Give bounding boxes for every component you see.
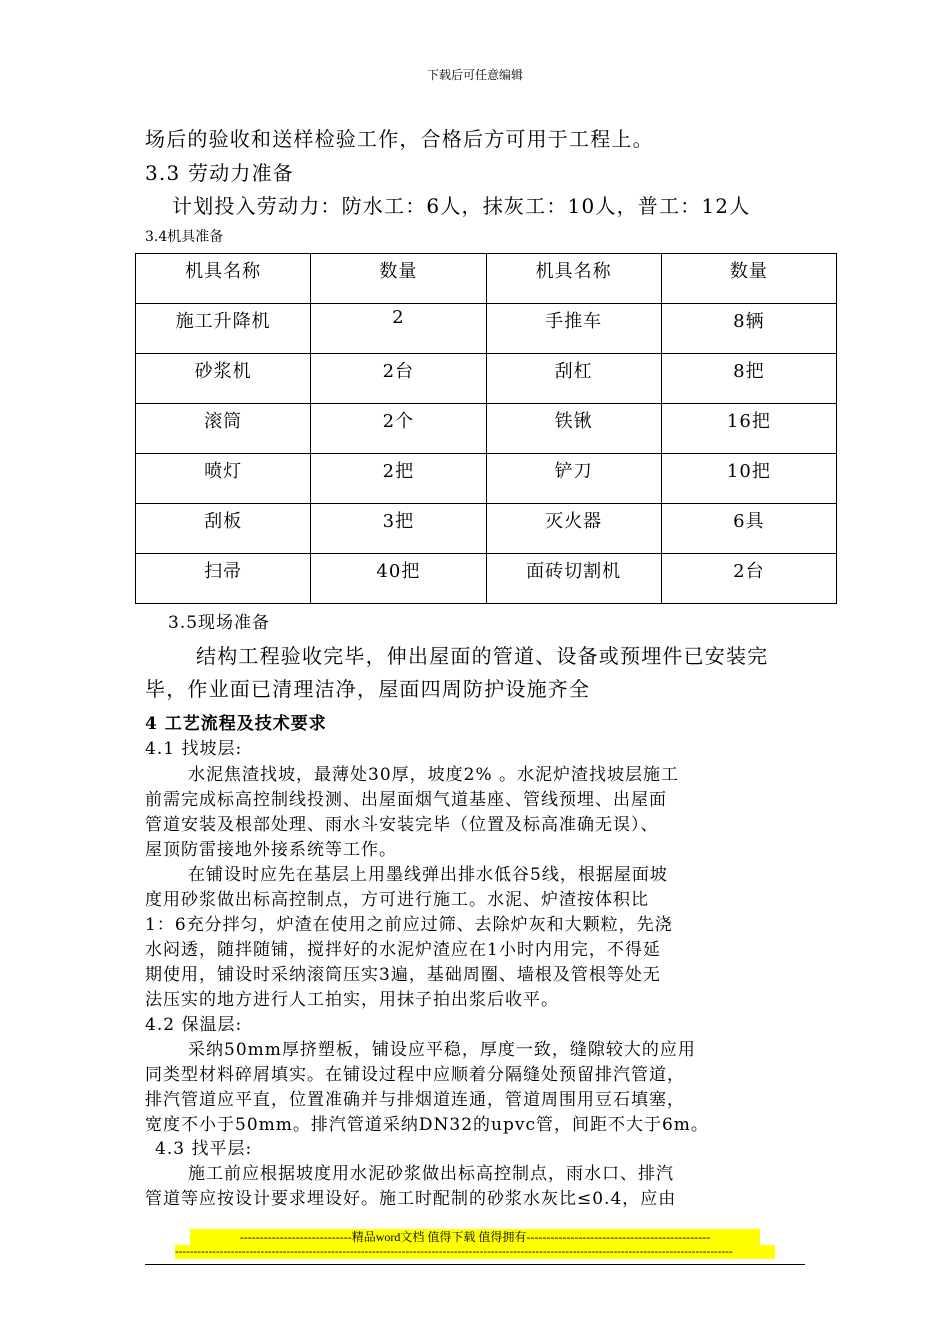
table-cell: 滚筒	[136, 404, 311, 454]
table-cell: 手推车	[486, 304, 661, 354]
table-cell: 2把	[311, 454, 486, 504]
table-cell: 8把	[661, 354, 836, 404]
table-cell: 砂浆机	[136, 354, 311, 404]
subsection-heading: 4.1 找坡层:	[145, 739, 243, 759]
table-cell: 扫帚	[136, 554, 311, 604]
text-line: 同类型材料碎屑填实。在铺设过程中应顺着分隔缝处预留排汽管道，	[145, 1065, 685, 1085]
table-cell: 10把	[661, 454, 836, 504]
section-heading: 3.5现场准备	[168, 613, 271, 633]
table-header-cell: 机具名称	[486, 254, 661, 304]
text-line: 管道安装及根部处理、雨水斗安装完毕（位置及标高准确无误）、	[145, 815, 659, 835]
table-row	[136, 554, 837, 604]
text-line: 采纳50mm厚挤塑板，铺设应平稳，厚度一致，缝隙较大的应用	[188, 1040, 696, 1060]
table-row	[136, 454, 837, 504]
footer-dash-line: ------------------------------------------------------------------------------------------------------------------------------------------------------	[175, 1245, 775, 1259]
table-cell: 面砖切割机	[486, 554, 661, 604]
table-header-row	[136, 254, 837, 304]
table-cell: 刮板	[136, 504, 311, 554]
table-cell: 40把	[311, 554, 486, 604]
text-line: 管道等应按设计要求埋设好。施工时配制的砂浆水灰比≤0.4，应由	[145, 1189, 677, 1209]
text-line: 屋顶防雷接地外接系统等工作。	[145, 840, 397, 860]
section-heading: 3.4机具准备	[145, 229, 224, 245]
table-row	[136, 354, 837, 404]
text-line: 度用砂浆做出标高控制点，方可进行施工。水泥、炉渣按体积比	[145, 890, 649, 910]
text-line: 水泥焦渣找坡，最薄处30厚，坡度2% 。水泥炉渣找坡层施工	[188, 765, 680, 785]
text-line: 1：6充分拌匀，炉渣在使用之前应过筛、去除炉灰和大颗粒，先浇	[145, 915, 673, 935]
subsection-heading: 4.2 保温层:	[145, 1015, 243, 1035]
equipment-table	[135, 253, 837, 604]
table-header-cell: 机具名称	[136, 254, 311, 304]
table-row	[136, 504, 837, 554]
text-line: 计划投入劳动力：防水工：6人，抹灰工：10人，普工：12人	[172, 194, 751, 218]
table-cell: 施工升降机	[136, 304, 311, 354]
text-line: 法压实的地方进行人工拍实，用抹子拍出浆后收平。	[145, 990, 559, 1010]
text-line: 期使用，铺设时采纳滚筒压实3遍，基础周圈、墙根及管根等处无	[145, 965, 661, 985]
text-line: 排汽管道应平直，位置准确并与排烟道连通，管道周围用豆石填塞，	[145, 1090, 685, 1110]
table-cell: 2	[311, 304, 486, 354]
table-cell: 2个	[311, 404, 486, 454]
table-cell: 2台	[311, 354, 486, 404]
text-line: 场后的验收和送样检验工作，合格后方可用于工程上。	[145, 127, 654, 151]
text-line: 宽度不小于50mm。排汽管道采纳DN32的upvc管，间距不大于6m。	[145, 1115, 709, 1135]
table-cell: 刮杠	[486, 354, 661, 404]
table-cell: 铲刀	[486, 454, 661, 504]
footer-banner: ----------------------------精品word文档 值得下载 值得拥有----------------------------------------------	[190, 1229, 760, 1245]
section-heading: 3.3 劳动力准备	[145, 161, 294, 185]
text-line: 结构工程验收完毕，伸出屋面的管道、设备或预埋件已安装完	[196, 644, 769, 668]
table-cell: 6具	[661, 504, 836, 554]
table-cell: 16把	[661, 404, 836, 454]
section-heading: 4 工艺流程及技术要求	[145, 714, 327, 734]
text-line: 在铺设时应先在基层上用墨线弹出排水低谷5线，根据屋面坡	[188, 865, 668, 885]
subsection-heading: 4.3 找平层:	[155, 1139, 253, 1159]
table-cell: 3把	[311, 504, 486, 554]
table-header-cell: 数量	[661, 254, 836, 304]
text-line: 水闷透，随拌随铺，搅拌好的水泥炉渣应在1小时内用完，不得延	[145, 940, 661, 960]
table-cell: 喷灯	[136, 454, 311, 504]
text-line: 施工前应根据坡度用水泥砂浆做出标高控制点，雨水口、排汽	[188, 1164, 674, 1184]
text-line: 毕，作业面已清理洁净，屋面四周防护设施齐全	[145, 677, 591, 701]
table-cell: 铁锹	[486, 404, 661, 454]
table-cell: 2台	[661, 554, 836, 604]
text-line: 前需完成标高控制线投测、出屋面烟气道基座、管线预埋、出屋面	[145, 790, 667, 810]
table-row	[136, 404, 837, 454]
table-cell: 8辆	[661, 304, 836, 354]
table-cell: 灭火器	[486, 504, 661, 554]
footer-rule	[145, 1264, 805, 1265]
table-header-cell: 数量	[311, 254, 486, 304]
table-row	[136, 304, 837, 354]
page-header: 下载后可任意编辑	[426, 68, 523, 82]
